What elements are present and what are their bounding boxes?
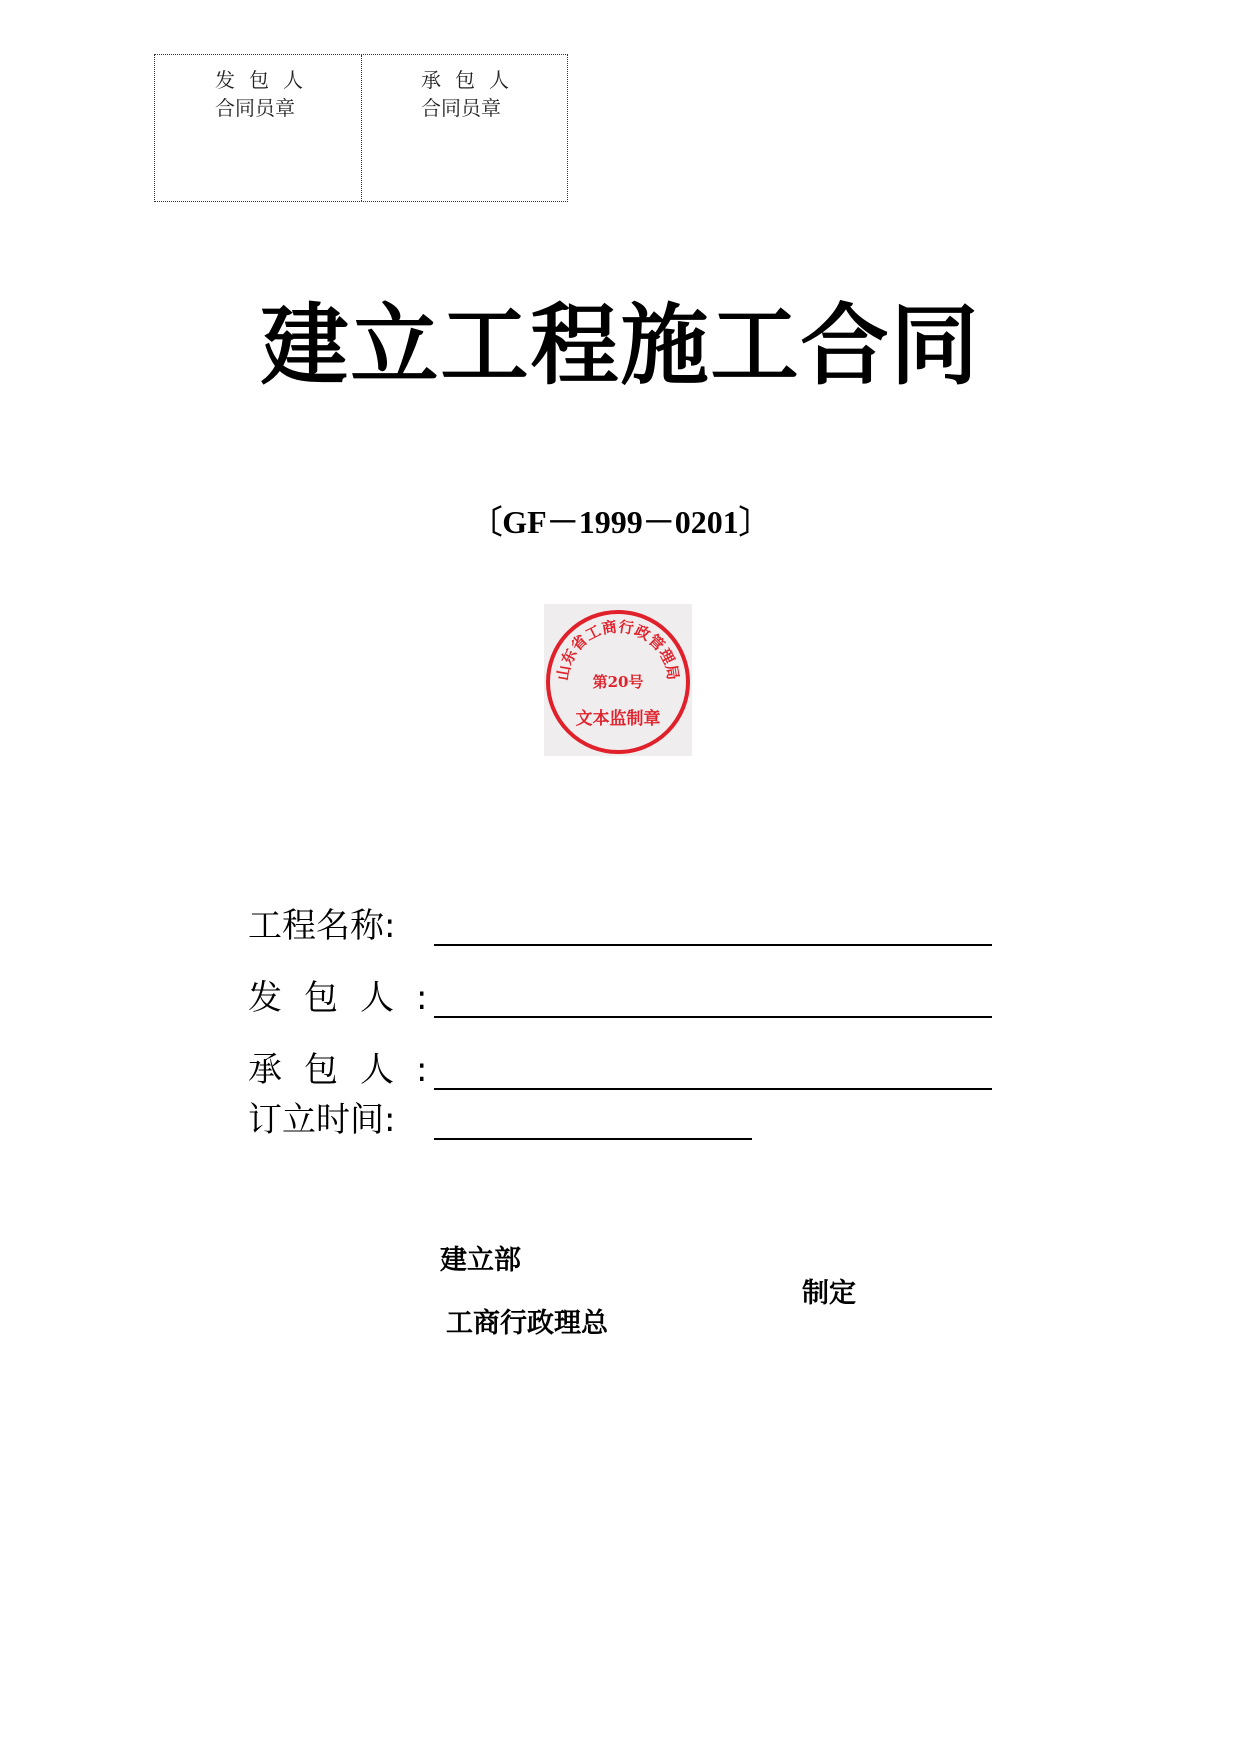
seal-bottom-text: 文本监制章 (575, 709, 661, 729)
contractor-label: 承包人: (248, 1050, 450, 1090)
contractor-field (248, 1048, 994, 1092)
official-seal-stamp-icon (544, 604, 692, 756)
contractor-party-label: 承包人 (421, 68, 523, 92)
sign-date-line[interactable] (434, 1138, 752, 1140)
project-name-label: 工程名称: (248, 906, 396, 946)
document-title: 建立工程施工合同 (260, 293, 981, 397)
project-name-line[interactable] (434, 944, 992, 946)
employer-party-label: 发包人 (215, 68, 317, 92)
sign-date-label: 订立时间: (248, 1100, 396, 1140)
employer-seal-cell (155, 55, 362, 201)
contract-officer-seal-box (154, 54, 568, 202)
contractor-line[interactable] (434, 1088, 992, 1090)
issuer-administration: 工商行政理总 (446, 1308, 608, 1339)
employer-line[interactable] (434, 1016, 992, 1018)
project-name-field (248, 904, 994, 948)
contractor-seal-label: 合同员章 (421, 96, 501, 120)
contractor-seal-cell (362, 55, 567, 201)
issuer-ministry: 建立部 (440, 1245, 521, 1276)
employer-seal-label: 合同员章 (215, 96, 295, 120)
sign-date-field (248, 1098, 748, 1142)
official-seal (544, 604, 692, 756)
employer-field (248, 976, 994, 1020)
employer-label: 发包人: (248, 978, 450, 1018)
seal-center-text: 第20号 (592, 673, 644, 691)
issuer-action: 制定 (802, 1278, 856, 1309)
seal-ring-text: 山东省工商行政管理局 (553, 617, 683, 682)
document-code: 〔GF－1999－0201〕 (470, 504, 771, 540)
